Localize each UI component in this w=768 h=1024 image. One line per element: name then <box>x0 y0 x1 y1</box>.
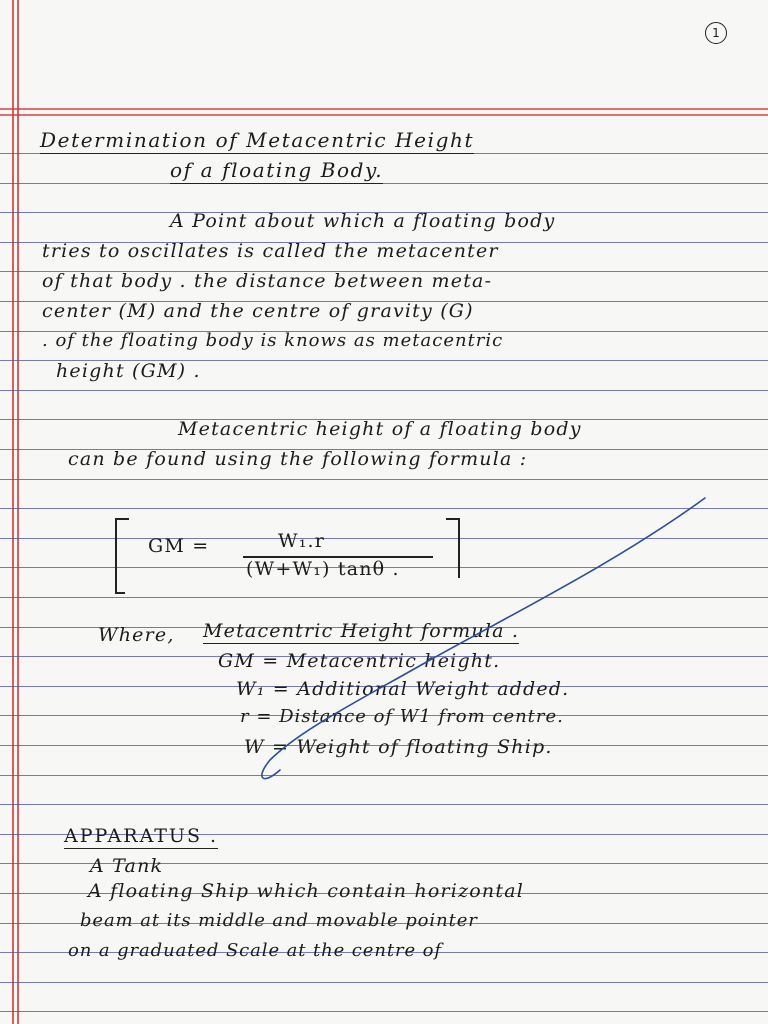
ruled-line <box>0 982 768 983</box>
ruled-line <box>0 1011 768 1012</box>
ruled-line <box>0 597 768 598</box>
paragraph-1-line-4: center (M) and the centre of gravity (G) <box>42 300 474 322</box>
title-line-1: Determination of Metacentric Height <box>40 128 475 152</box>
where-label: Where, <box>98 624 175 646</box>
ruled-line <box>0 183 768 184</box>
paragraph-1-line-5: . of the floating body is knows as metacentric <box>42 330 504 351</box>
apparatus-line-1: A Tank <box>90 855 164 877</box>
where-heading: Metacentric Height formula . <box>203 620 520 642</box>
header-rule-top <box>0 108 768 110</box>
definition-w1: W₁ = Additional Weight added. <box>236 678 570 700</box>
apparatus-heading: APPARATUS . <box>64 825 219 847</box>
apparatus-line-4: on a graduated Scale at the centre of <box>68 940 442 961</box>
paragraph-2-line-2: can be found using the following formula : <box>68 448 528 470</box>
apparatus-line-3: beam at its middle and movable pointer <box>80 910 478 931</box>
ruled-line <box>0 775 768 776</box>
formula-lhs: GM = <box>148 535 210 557</box>
paragraph-1-line-3: of that body . the distance between meta- <box>42 270 493 292</box>
paragraph-2-line-1: Metacentric height of a floating body <box>178 418 582 440</box>
definition-w: W = Weight of floating Ship. <box>244 736 553 758</box>
header-rule-bottom <box>0 114 768 116</box>
ruled-line <box>0 804 768 805</box>
title-line-2: of a floating Body. <box>170 158 384 182</box>
formula-denominator: (W+W₁) tanθ . <box>246 558 400 580</box>
paragraph-1-line-2: tries to oscillates is called the metacenter <box>42 240 499 262</box>
definition-r: r = Distance of W1 from centre. <box>240 706 564 727</box>
ruled-line <box>0 508 768 509</box>
page-number: 1 <box>705 22 727 44</box>
paragraph-1-line-6: height (GM) . <box>56 360 201 382</box>
ruled-line <box>0 390 768 391</box>
ruled-line <box>0 479 768 480</box>
formula-numerator: W₁.r <box>278 530 326 552</box>
paragraph-1-line-1: A Point about which a floating body <box>170 210 556 232</box>
definition-gm: GM = Metacentric height. <box>218 650 501 672</box>
apparatus-line-2: A floating Ship which contain horizontal <box>88 880 525 902</box>
